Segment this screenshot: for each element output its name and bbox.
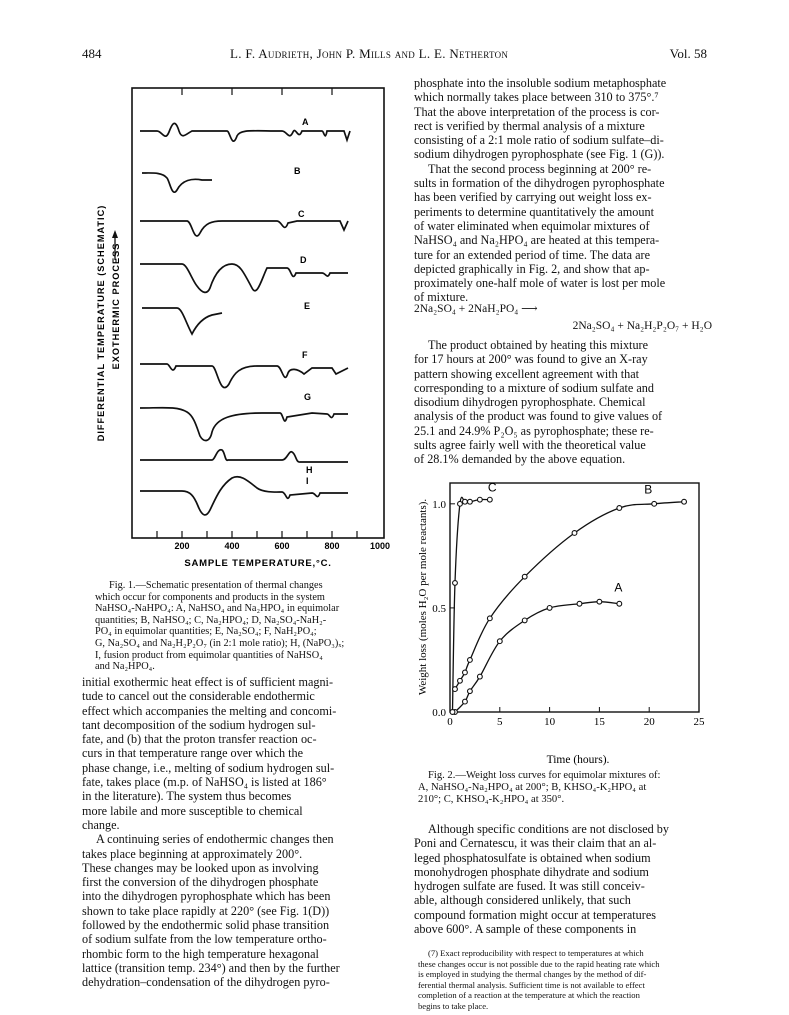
caption-line: Fig. 1.—Schematic presentation of thermal changes bbox=[109, 580, 323, 591]
text-line: sodium dihydrogen pyrophosphate (see Fig. 1 (G)). bbox=[414, 147, 665, 162]
text-line: depicted graphically in Fig. 2, and show that ap- bbox=[414, 261, 650, 276]
dta-curve-f bbox=[140, 364, 348, 388]
caption-line: A, NaHSO₄-Na₂HPO₄ at 200°; B, KHSO₄-K₂HPO₄ at bbox=[418, 782, 647, 793]
fig2-point-c bbox=[463, 499, 468, 504]
fig2-point-b bbox=[463, 670, 468, 675]
fig2-x-tick-label: 15 bbox=[593, 716, 605, 728]
text-line: tude to cancel out the considerable endothermic bbox=[82, 689, 315, 704]
fig2-x-tick-label: 10 bbox=[544, 716, 556, 728]
text-line: has been verified by carrying out weight loss ex- bbox=[414, 190, 652, 205]
text-line: of water eliminated when equimolar mixtures of bbox=[414, 218, 650, 233]
text-line: tant decomposition of the sodium hydrogen sul- bbox=[82, 717, 316, 732]
text-line: lattice (transition temp. 234°) and then by the further bbox=[82, 960, 340, 975]
text-line: able, although considered unlikely, that such bbox=[414, 893, 631, 908]
text-line: The product obtained by heating this mixture bbox=[428, 338, 648, 352]
text-line: sults in formation of the dihydrogen pyrophosphate bbox=[414, 176, 665, 191]
text-line: fate, and (b) that the proton transfer reaction oc- bbox=[82, 732, 317, 747]
footnote-line: (7) Exact reproducibility with respect to temperatures at which bbox=[428, 948, 644, 958]
fig2-point-a bbox=[547, 606, 552, 611]
text-line: dehydration–condensation of the dihydrogen pyro- bbox=[82, 975, 330, 990]
text-line: more labile and more susceptible to chemical bbox=[82, 803, 303, 818]
fig2-series-line-a bbox=[455, 602, 619, 712]
fig2-y-axis-label: Weight loss (moles H₂O per mole reactants). bbox=[417, 498, 429, 696]
text-line: That the above interpretation of the process is cor- bbox=[414, 104, 660, 119]
text-line: followed by the endothermic solid phase transition bbox=[82, 918, 330, 933]
fig2-x-tick-label: 5 bbox=[497, 716, 503, 728]
fig2-series-label-a: A bbox=[614, 580, 623, 595]
caption-line: 210°; C, KHSO₄-K₂HPO₄ at 350°. bbox=[418, 794, 565, 805]
fig1-y-axis-sublabel: EXOTHERMIC PROCESS bbox=[111, 242, 121, 370]
fig2-curves bbox=[452, 497, 684, 712]
curve-label-a: A bbox=[302, 117, 309, 127]
curve-label-h: H bbox=[306, 465, 313, 475]
fig2-point-a bbox=[522, 618, 527, 623]
text-line: of sodium sulfate from the low temperature ortho- bbox=[82, 932, 327, 947]
fig2-x-tick-label: 25 bbox=[693, 716, 705, 728]
text-line: A continuing series of endothermic changes then bbox=[96, 832, 334, 847]
curve-label-i: I bbox=[306, 476, 309, 486]
text-line: hydrogen sulfate are fused. It was still conceiv- bbox=[414, 879, 645, 894]
footnote-line: begins to take place. bbox=[418, 1000, 489, 1011]
fig2-frame bbox=[450, 483, 699, 712]
curve-label-d: D bbox=[300, 255, 307, 265]
text-line: effect which accompanies the melting and concomi- bbox=[82, 703, 337, 718]
dta-curve-a bbox=[140, 123, 350, 141]
text-line: rhombic form to the high temperature hexagonal bbox=[82, 946, 319, 961]
text-line: periments to determine quantitatively the amount bbox=[414, 204, 654, 219]
text-line: phase change, i.e., melting of sodium hydrogen sul- bbox=[82, 760, 335, 775]
dta-curve-g bbox=[140, 408, 348, 441]
fig2-point-c bbox=[458, 501, 463, 506]
curve-label-e: E bbox=[304, 301, 311, 311]
text-line: corresponding to a mixture of sodium sulfate and bbox=[414, 380, 654, 395]
fig1-xtick-200: 200 bbox=[174, 541, 190, 551]
fig1-xtick-400: 400 bbox=[224, 541, 240, 551]
fig2-point-c bbox=[453, 581, 458, 586]
fig1-top-ticks bbox=[182, 88, 332, 95]
fig2-series-label-b: B bbox=[644, 482, 653, 497]
figure-2-caption bbox=[418, 770, 711, 806]
fig2-x-tick-label: 20 bbox=[643, 716, 655, 728]
fig2-point-a bbox=[463, 699, 468, 704]
dta-curve-d bbox=[140, 264, 348, 292]
text-line: disodium dihydrogen pyrophosphate. Chemical bbox=[414, 395, 646, 410]
equation-line-2: 2Na₂SO₄ + Na₂H₂P₂O₇ + H₂O bbox=[572, 320, 712, 333]
figure-2-chart bbox=[414, 465, 714, 770]
fig2-point-c bbox=[468, 499, 473, 504]
fig2-point-b bbox=[617, 506, 622, 511]
text-line: ture for an extended period of time. The data are bbox=[414, 247, 650, 262]
text-line: first the conversion of the dihydrogen phosphate bbox=[82, 875, 319, 890]
text-line: of mixture. bbox=[414, 290, 469, 305]
text-line: sults agree fairly well with the theoretical value bbox=[414, 438, 646, 453]
fig2-point-a bbox=[468, 689, 473, 694]
fig2-point-a bbox=[617, 601, 622, 606]
running-title: L. F. Audrieth, John P. Mills and L. E. Netherton bbox=[230, 46, 509, 61]
caption-line: quantities; B, NaHSO₄; C, Na₂HPO₄; D, Na₂SO₄-NaH₂- bbox=[95, 614, 327, 626]
text-line: Although specific conditions are not disclosed by bbox=[428, 822, 669, 836]
text-line: proximately one-half mole of water is lost per mole bbox=[414, 276, 666, 291]
fig2-y-tick-label: 0.0 bbox=[432, 707, 446, 719]
fig1-x-axis-label: SAMPLE TEMPERATURE,°C. bbox=[184, 558, 332, 569]
chemical-equation bbox=[414, 302, 712, 334]
running-header bbox=[0, 46, 789, 66]
page-number: 484 bbox=[82, 46, 102, 61]
text-line: rect is verified by thermal analysis of a mixture bbox=[414, 118, 645, 133]
fig2-point-a bbox=[597, 599, 602, 604]
footnote-line: is employed in studying the thermal changes by the method of dif- bbox=[418, 969, 647, 980]
text-line: Poni and Cernatescu, it was their claim that an al- bbox=[414, 836, 657, 851]
figure-1-caption bbox=[95, 580, 399, 673]
fig2-series-line-b bbox=[455, 502, 684, 689]
equation-line-1: 2Na₂SO₄ + 2NaH₂PO₄ ⟶ bbox=[414, 303, 538, 315]
dta-curve-e bbox=[142, 308, 222, 334]
curve-label-b: B bbox=[294, 166, 301, 176]
caption-line: PO₄ in equimolar quantities; E, Na₂SO₄; F, NaH₂PO₄; bbox=[95, 626, 317, 638]
text-line: takes place beginning at approximately 200°. bbox=[82, 846, 303, 861]
fig2-point-b bbox=[468, 658, 473, 663]
fig2-point-c bbox=[477, 497, 482, 502]
dta-curve-c bbox=[140, 221, 348, 236]
text-line: above 600°. A sample of these components in bbox=[414, 922, 637, 937]
caption-line: NaHSO₄-NaHPO₄: A, NaHSO₄ and Na₂HPO₄ in equimolar bbox=[95, 603, 340, 615]
fig2-point-b bbox=[652, 501, 657, 506]
fig2-point-c bbox=[487, 497, 492, 502]
fig1-frame bbox=[132, 88, 384, 538]
text-line: pattern showing excellent agreement with that bbox=[414, 366, 640, 381]
fig2-point-b bbox=[572, 531, 577, 536]
text-line: fate, takes place (m.p. of NaHSO₄ is listed at 186° bbox=[82, 775, 327, 790]
text-line: for 17 hours at 200° was found to give an X-ray bbox=[414, 352, 648, 367]
caption-line: I, fusion product from equimolar quantities of NaHSO₄ bbox=[95, 649, 323, 661]
fig2-point-a bbox=[577, 601, 582, 606]
fig2-point-b bbox=[682, 499, 687, 504]
fig1-xtick-600: 600 bbox=[274, 541, 290, 551]
caption-line: G, Na₂SO₄ and Na₂H₂P₂O₇ (in 2:1 mole ratio); H, (NaPO₃)ₓ; bbox=[95, 637, 345, 649]
text-line: consisting of a 2:1 mole ratio of sodium sulfate–di- bbox=[414, 133, 664, 148]
fig2-points bbox=[450, 497, 686, 714]
text-line: initial exothermic heat effect is of sufficient magni- bbox=[82, 675, 333, 689]
fig2-y-tick-label: 1.0 bbox=[432, 498, 446, 511]
footnote bbox=[418, 948, 708, 1012]
text-line: analysis of the product was found to give values of bbox=[414, 409, 663, 424]
figure-1 bbox=[82, 68, 402, 578]
fig2-point-b bbox=[487, 616, 492, 621]
fig1-bottom-ticks bbox=[157, 531, 357, 538]
text-line: into the dihydrogen pyrophosphate which has been bbox=[82, 889, 331, 904]
right-column-text-middle bbox=[414, 338, 712, 467]
text-line: compound formation might occur at temperatures bbox=[414, 907, 656, 922]
text-line: shown to take place rapidly at 220° (see Fig. 1(D)) bbox=[82, 903, 330, 918]
text-line: which normally takes place between 310 to 375°.⁷ bbox=[414, 90, 659, 105]
fig2-point-a bbox=[477, 674, 482, 679]
text-line: monohydrogen phosphate dihydrate and sodium bbox=[414, 864, 649, 879]
fig2-x-axis-label: Time (hours). bbox=[546, 754, 610, 766]
fig2-point-b bbox=[458, 678, 463, 683]
volume-number: Vol. 58 bbox=[669, 46, 707, 61]
text-line: NaHSO₄ and Na₂HPO₄ are heated at this tempera- bbox=[414, 233, 660, 248]
text-line: curs in that temperature range over which the bbox=[82, 746, 303, 761]
fig2-y-tick-label: 0.5 bbox=[432, 602, 446, 615]
fig1-xtick-800: 800 bbox=[324, 541, 340, 551]
fig2-axes bbox=[432, 483, 705, 728]
text-line: of 28.1% demanded by the above equation. bbox=[414, 452, 626, 467]
text-line: in the literature). The system thus becomes bbox=[82, 789, 292, 804]
footnote-line: completion of a reaction at the temperature at which the reaction bbox=[418, 990, 640, 1001]
text-line: 25.1 and 24.9% P₂O₅ as pyrophosphate; these re- bbox=[414, 423, 654, 438]
fig1-y-axis-label: DIFFERENTIAL TEMPERATURE (SCHEMATIC) bbox=[96, 204, 106, 442]
fig2-labels bbox=[488, 480, 652, 594]
curve-label-g: G bbox=[304, 392, 312, 402]
fig2-point-c bbox=[450, 710, 455, 715]
dta-curve-i bbox=[140, 477, 348, 515]
dta-curve-h bbox=[140, 450, 348, 462]
fig2-point-b bbox=[453, 687, 458, 692]
curve-label-c: C bbox=[298, 209, 305, 219]
fig1-xtick-1000: 1000 bbox=[369, 541, 391, 551]
right-column-text-top bbox=[414, 76, 712, 305]
text-line: change. bbox=[82, 817, 120, 832]
caption-line: which occur for components and products in the system bbox=[95, 591, 325, 603]
right-column-text-bottom bbox=[414, 822, 712, 936]
fig2-point-a bbox=[497, 639, 502, 644]
footnote-line: these changes occur is not possible due to the rapid heating rate which bbox=[418, 958, 660, 969]
fig2-point-b bbox=[522, 574, 527, 579]
text-line: These changes may be looked upon as involving bbox=[82, 860, 319, 875]
text-line: leged phosphatosulfate is obtained when sodium bbox=[414, 850, 651, 865]
text-line: phosphate into the insoluble sodium metaphosphate bbox=[414, 76, 667, 90]
text-line: That the second process beginning at 200° re- bbox=[428, 161, 652, 176]
fig2-x-tick-label: 0 bbox=[447, 716, 453, 728]
fig2-series-label-c: C bbox=[487, 480, 497, 495]
dta-curve-b bbox=[142, 173, 212, 192]
curve-label-f: F bbox=[302, 350, 308, 360]
left-column-text bbox=[82, 675, 396, 990]
footnote-line: ferential thermal analysis. Sufficient time is not available to effect bbox=[418, 979, 645, 990]
caption-line: Fig. 2.—Weight loss curves for equimolar mixtures of: bbox=[428, 770, 661, 781]
fig1-curves bbox=[140, 123, 350, 515]
caption-line: and Na₂HPO₄. bbox=[95, 661, 155, 673]
